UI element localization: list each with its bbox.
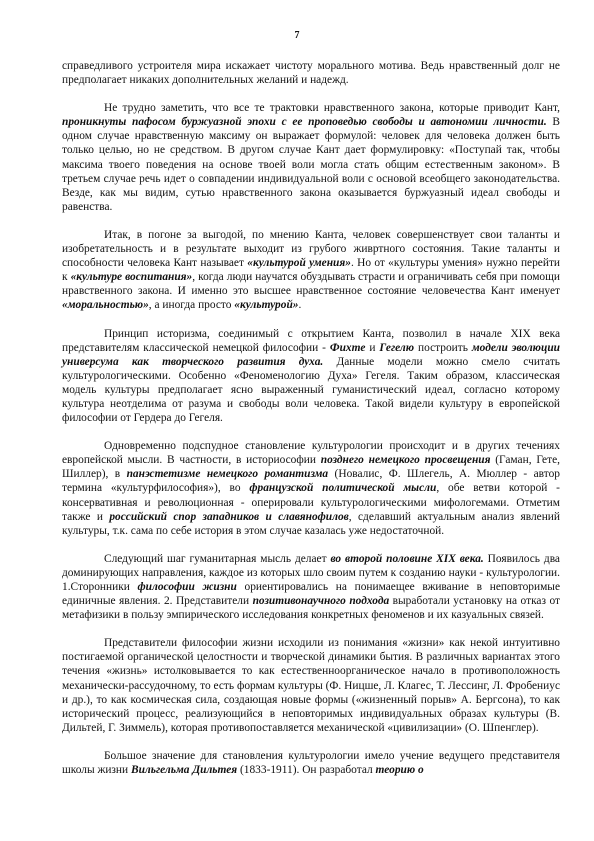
text-run: , а иногда просто	[148, 299, 235, 312]
emphasis-text: модели эволюции универсума как творческого развития духа.	[62, 341, 561, 368]
emphasis-text: Фихте	[329, 341, 366, 354]
emphasis-text: позитивонаучного подхода	[252, 595, 390, 608]
text-run: Следующий шаг гуманитарная мысль делает	[104, 552, 331, 565]
text-run: , сделавший актуальным анализ явлений культуры, т.к. сама по себе история в этом случае казалась уже недостаточной.	[62, 510, 560, 537]
paragraph-second-half-xix	[62, 552, 560, 622]
emphasis-text: позднего немецкого просвещения	[320, 454, 491, 467]
text-run: Не трудно заметить, что все те трактовки нравственного закона, которые приводит Кант,	[104, 102, 560, 115]
emphasis-text: философии жизни	[137, 581, 237, 593]
text-run: . Но от «культуры умения» нужно перейти к	[62, 257, 561, 284]
text-run: Появилось два доминирующих направления, каждое из которых шло своим путем к созданию науки - культурологии. 1.Сторонники	[62, 552, 560, 593]
text-run: ориентировались на понимаещее вживание в неповторимые единичные явления. 2. Представители	[62, 581, 561, 608]
text-run: Принцип историзма, соединимый с открытием Канта, позволил в начале XIX века представителям классической немецкой философии -	[62, 327, 560, 354]
text-run: построить	[414, 341, 472, 354]
text-run: Данные модели можно смело считать культурологическими. Особенно «Феноменологию Духа» Гегеля. Таким образом, классическая модель культуры предполагает ясно выраженный гуманистический идеал, согласно которому культура неотделима от разума и свободы воли человека. Такой видели культуру в европейской философии от Гердера до Гегеля.	[62, 355, 560, 425]
text-run: Одновременно подспудное становление культурологии происходит и в других течениях европейской мысли. В частности, в историософии	[62, 440, 560, 467]
document-body	[62, 59, 560, 777]
text-run: Представители философии жизни исходили из понимания «жизни» как некой интуитивно постигаемой органической целостности и творческой динамики бытия. В различных вариантах этого течения «жизнь» истолковывается то как естественноорганическое начало в противоположность механически-рассудочному, то есть формам культуры (Ф. Ницше, Л. Клагес, Т. Лессинг, Л. Фробениус и др.), то как космическая сила, создающая новые формы («жизненный порыв» А. Бергсона), то как исторический процесс, реализующийся в неповторимых индивидуальных образах культуры (В. Дильтей, Г. Зиммель), которая противопоставляется механической «цивилизации» (О. Шпенглер).	[62, 637, 560, 734]
emphasis-text: «культурой»	[234, 299, 299, 312]
emphasis-text: Вильгельма Дильтея	[130, 764, 238, 777]
emphasis-text: российский спор западников и славянофилов	[109, 510, 349, 523]
text-run: (Гаман, Гете, Шиллер), в	[62, 454, 560, 481]
emphasis-text: «культуре воспитания»	[70, 271, 193, 284]
paragraph-historicism	[62, 327, 560, 426]
paragraph-european-thought	[62, 439, 560, 538]
text-run: и	[365, 341, 380, 354]
emphasis-text: во второй половине XIX века.	[330, 552, 484, 565]
emphasis-text: «культурой умения»	[247, 257, 351, 270]
text-run: В одном случае нравственную максиму он выражает формулой: человек для человека должен быть только целью, но не средством. В другом случае Кант дает формулировку: «Поступай так, чтобы максима твоего поведения на основе твоей воли могла стать общим естественным законом». В третьем случае речь идет о совпадении индивидуальной воли с основой всеобщего законодательства. Везде, как мы видим, сутью нравственного закона оказывается буржуазный идеал свободы и равенства.	[62, 116, 561, 213]
emphasis-text: Гегелю	[379, 341, 415, 354]
emphasis-text: проникнуты пафосом буржуазной эпохи с ее проповедью свободы и автономии личности.	[62, 116, 547, 129]
text-run: (Новалис, Ф. Шлегель, А. Мюллер - автор термина «культурфилософия»), во	[62, 468, 560, 495]
emphasis-text: французской политической мысли	[249, 482, 437, 495]
paragraph-dilthey	[62, 749, 560, 777]
paragraph-continuation	[62, 59, 560, 87]
emphasis-text: «моральностью»	[62, 299, 149, 312]
paragraph-kant-moral-law	[62, 101, 560, 214]
paragraph-culture-of-skill	[62, 228, 560, 313]
text-run: .	[298, 299, 302, 312]
page-number: 7	[294, 30, 300, 41]
text-run: Большое значение для становления культурологии имело учение ведущего представителя школы жизни	[62, 749, 560, 777]
text-run: , обе ветви которой - консервативная и революционная - оперировали культурологическими мифологемами. Отметим также и	[62, 482, 560, 523]
emphasis-text: теорию о	[375, 764, 424, 777]
paragraph-philosophy-of-life	[62, 636, 560, 735]
text-run: справедливого устроителя мира искажает чистоту морального мотива. Ведь нравственный долг не предполагает никаких дополнительных желаний и надежд.	[62, 60, 560, 87]
text-run: выработали установку на отказ от метафизики в пользу эмпирического исследования конкретных феноменов и их казуальных связей.	[62, 595, 560, 622]
text-run: Итак, в погоне за выгодой, по мнению Канта, человек совершенствует свои таланты и изобретательность и в результате выходит из грубого живртного состояния. Такие таланты и способности человека Кант называет	[62, 228, 560, 270]
text-run: (1833-1911). Он разработал	[237, 764, 376, 777]
emphasis-text: панэстетизме немецкого романтизма	[126, 468, 329, 481]
text-run: , когда люди научатся обуздывать страсти и ограничивать себя при помощи нравственного закона. И именно это высшее нравственное состояние человечества Кант именует	[62, 271, 560, 298]
